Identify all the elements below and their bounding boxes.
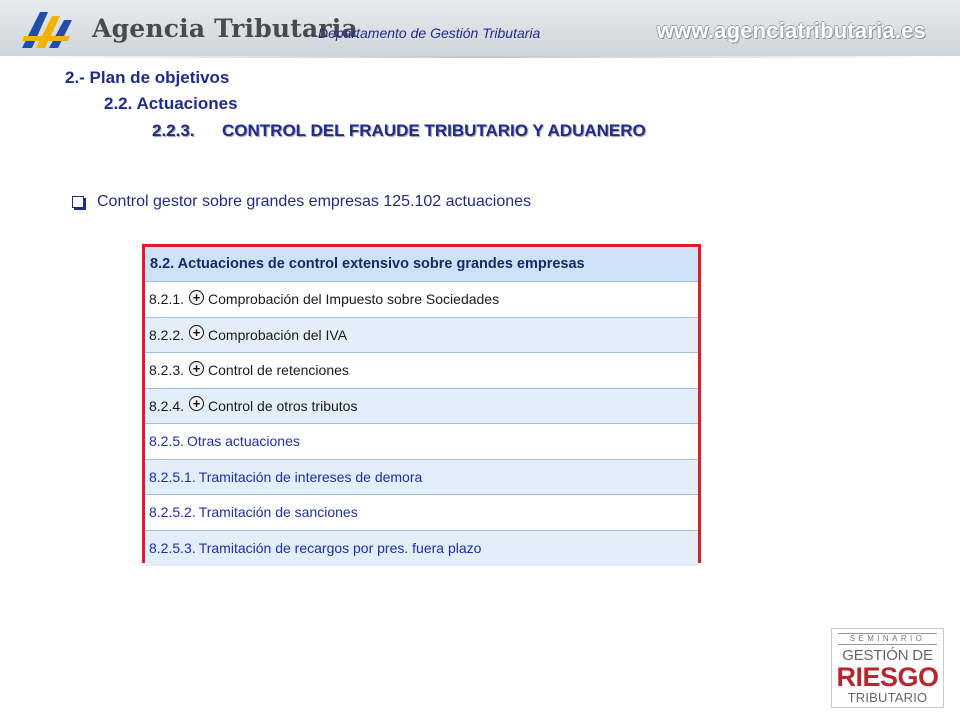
bullet-text: Control gestor sobre grandes empresas 125.102 actuaciones bbox=[97, 193, 532, 210]
section-title-level2: 2.2. Actuaciones bbox=[104, 94, 238, 113]
row-code: 8.2.1. bbox=[149, 291, 185, 308]
actions-table bbox=[142, 244, 701, 563]
department-label: Departamento de Gestión Tributaria bbox=[318, 25, 541, 41]
row-code: 8.2.5.2. bbox=[149, 504, 196, 521]
table-row[interactable] bbox=[145, 353, 698, 389]
section-title-level1: 2.- Plan de objetivos bbox=[65, 68, 230, 87]
brand-name: Agencia Tributaria bbox=[92, 14, 358, 43]
row-code: 8.2.2. bbox=[149, 326, 185, 343]
expand-plus-icon[interactable]: + bbox=[189, 396, 204, 411]
table-row[interactable] bbox=[145, 495, 698, 531]
row-label[interactable]: Otras actuaciones bbox=[187, 433, 300, 450]
table-body bbox=[145, 282, 698, 566]
badge-line-seminario: SEMINARIO bbox=[838, 633, 937, 645]
row-label: Comprobación del Impuesto sobre Sociedades bbox=[208, 291, 500, 308]
row-code: 8.2.4. bbox=[149, 397, 185, 414]
row-label: Comprobación del IVA bbox=[208, 326, 348, 343]
badge-line-riesgo: RIESGO bbox=[836, 662, 939, 692]
expand-plus-icon[interactable]: + bbox=[189, 361, 204, 376]
row-label: Control de retenciones bbox=[208, 362, 349, 379]
table-row[interactable] bbox=[145, 531, 698, 567]
row-code: 8.2.5.1. bbox=[149, 468, 196, 485]
seminar-badge-logo bbox=[831, 628, 944, 708]
section-title-level3-number: 2.2.3. bbox=[152, 121, 195, 140]
table-row[interactable] bbox=[145, 282, 698, 318]
expand-plus-icon[interactable]: + bbox=[189, 290, 204, 305]
badge-line-gestion: GESTIÓN DE bbox=[842, 647, 933, 664]
website-url: www.agenciatributaria.es bbox=[656, 18, 926, 43]
badge-line-tributario: TRIBUTARIO bbox=[847, 690, 928, 705]
table-row[interactable] bbox=[145, 318, 698, 354]
agencia-tributaria-logo-icon bbox=[18, 6, 76, 52]
expand-plus-icon[interactable]: + bbox=[189, 325, 204, 340]
row-label[interactable]: Tramitación de recargos por pres. fuera plazo bbox=[198, 540, 482, 557]
header-bar bbox=[0, 0, 960, 58]
row-label[interactable]: Tramitación de intereses de demora bbox=[198, 468, 423, 485]
row-label[interactable]: Tramitación de sanciones bbox=[198, 504, 358, 521]
row-code: 8.2.5.3. bbox=[149, 540, 196, 557]
section-title-level3-text: CONTROL DEL FRAUDE TRIBUTARIO Y ADUANERO bbox=[222, 121, 646, 140]
square-bullet-icon bbox=[72, 196, 84, 208]
row-code: 8.2.3. bbox=[149, 362, 185, 379]
table-header: 8.2. Actuaciones de control extensivo sobre grandes empresas bbox=[145, 247, 698, 282]
row-label: Control de otros tributos bbox=[208, 397, 358, 414]
bullet-item bbox=[72, 192, 531, 212]
table-row[interactable] bbox=[145, 424, 698, 460]
table-row[interactable] bbox=[145, 460, 698, 496]
table-row[interactable] bbox=[145, 389, 698, 425]
row-code: 8.2.5. bbox=[149, 433, 185, 450]
